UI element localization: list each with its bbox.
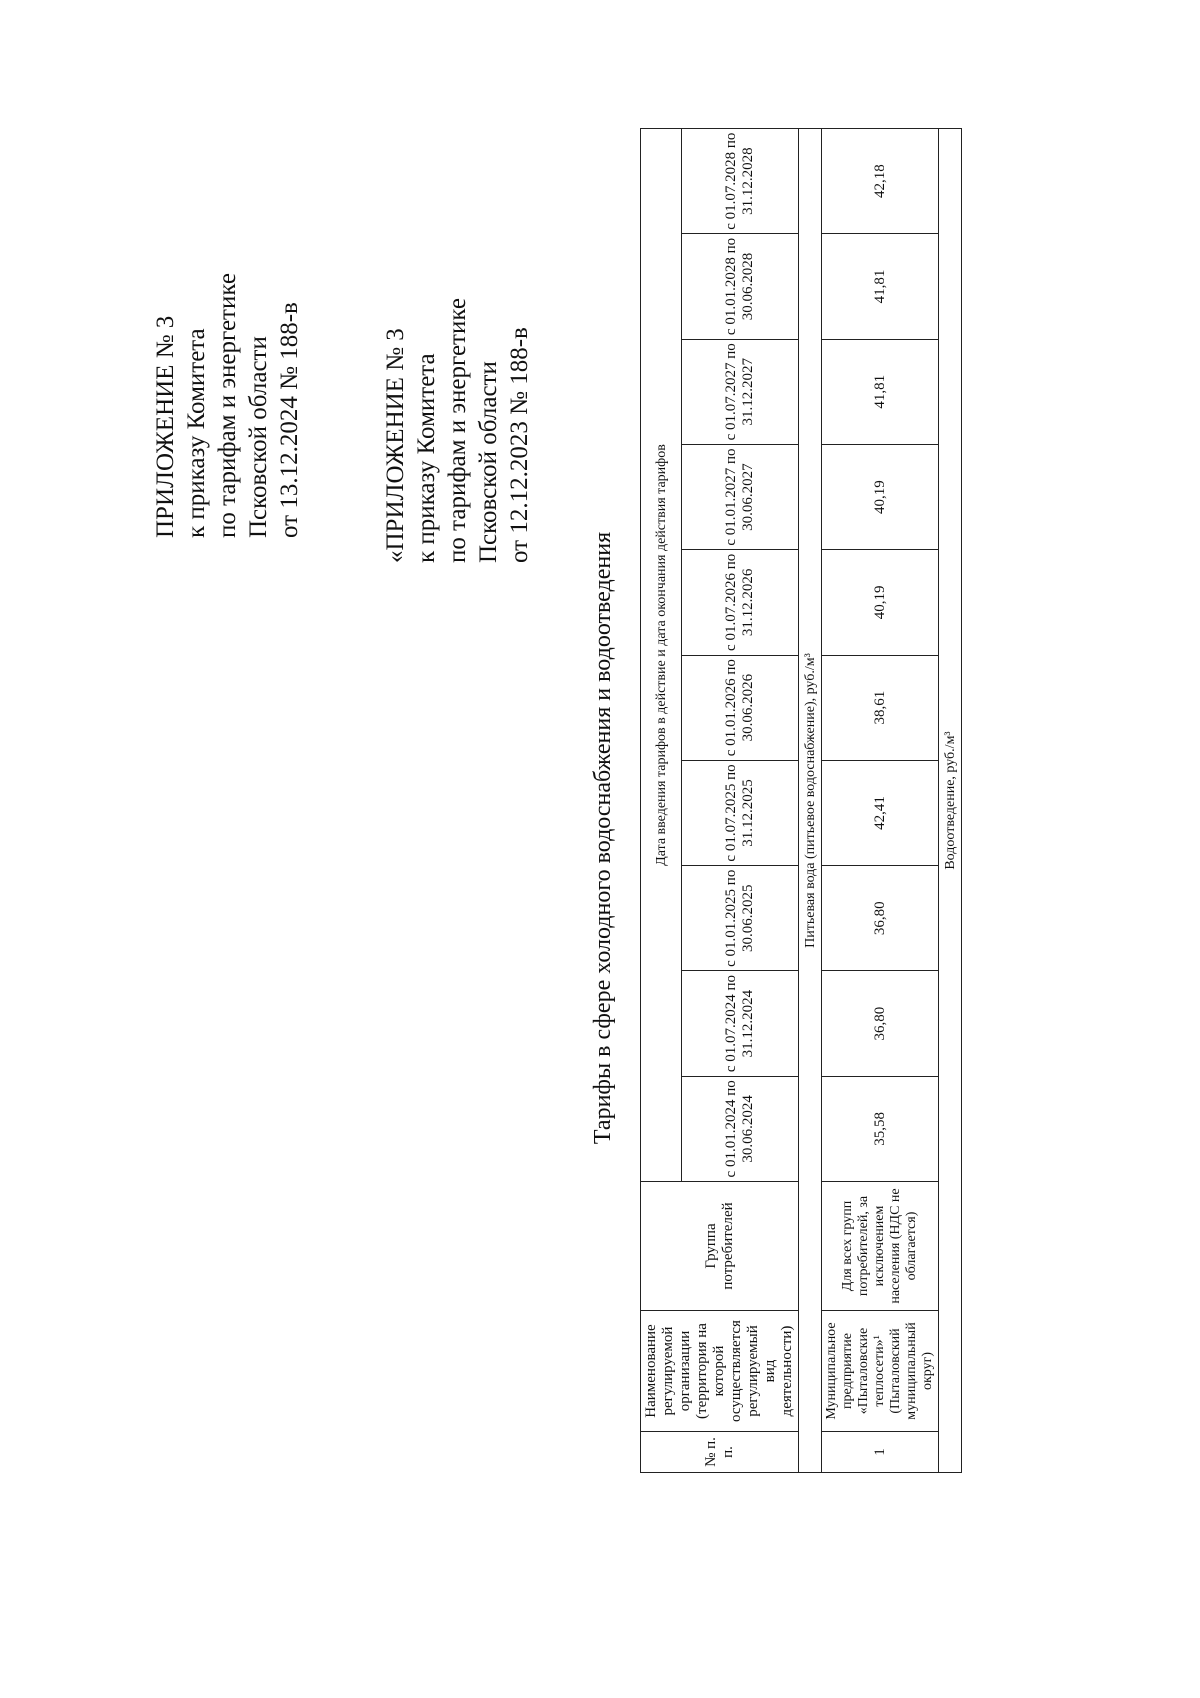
tariff-value: 38,61 [822,655,939,760]
header-period: с 01.01.2027 по 30.06.2027 [682,444,799,549]
appendix-previous-heading: «ПРИЛОЖЕНИЕ № 3 [382,328,409,563]
section-wastewater: Водоотведение, руб./м³ [939,129,962,1473]
document-title: Тарифы в сфере холодного водоснабжения и водоотведения [590,531,616,1145]
tariff-value: 42,41 [822,760,939,865]
section-row-sewer [939,129,962,1473]
tariff-value: 40,19 [822,550,939,655]
appendix-current-line-committee: по тарифам и энергетике [214,273,241,538]
header-period: с 01.07.2027 по 31.12.2027 [682,339,799,444]
header-period: с 01.01.2028 по 30.06.2028 [682,234,799,339]
tariff-value: 35,58 [822,1076,939,1181]
tariff-value: 42,18 [822,129,939,234]
section-row-water [799,129,822,1473]
appendix-previous-block [380,183,535,563]
header-row-1 [641,129,682,1473]
tariff-value: 36,80 [822,866,939,971]
header-dates-span: Дата введения тарифов в действие и дата окончания действия тарифов [641,129,682,1182]
row-number: 1 [822,1432,939,1473]
header-consumer-group: Группа потребителей [641,1182,799,1311]
tariff-table [640,128,962,1473]
appendix-current-line-region: Псковской области [245,336,272,538]
appendix-current-line-order: к приказу Комитета [183,328,210,538]
appendix-previous-line-committee: по тарифам и энергетике [444,298,471,563]
tariff-value: 36,80 [822,971,939,1076]
tariff-value: 41,81 [822,339,939,444]
header-period: с 01.07.2028 по 31.12.2028 [682,129,799,234]
appendix-current-line-date: от 13.12.2024 № 188-в [276,302,303,538]
table-row [822,129,939,1473]
row-organization: Муниципальное предприятие «Пыталовские теплосети»¹ (Пыталовский муниципальный округ) [822,1311,939,1432]
tariff-value: 41,81 [822,234,939,339]
appendix-current-heading: ПРИЛОЖЕНИЕ № 3 [152,315,179,538]
header-period: с 01.01.2025 по 30.06.2025 [682,866,799,971]
appendix-previous-line-date: от 12.12.2023 № 188-в [506,327,533,563]
appendix-previous-line-region: Псковской области [475,361,502,563]
row-consumer-group: Для всех групп потребителей, за исключением населения (НДС не облагается) [822,1182,939,1311]
appendix-current-block [150,158,305,538]
header-period: с 01.07.2025 по 31.12.2025 [682,760,799,865]
tariff-value: 40,19 [822,444,939,549]
header-number: № п. п. [641,1432,799,1473]
header-period: с 01.01.2026 по 30.06.2026 [682,655,799,760]
section-drinking-water: Питьевая вода (питьевое водоснабжение), руб./м³ [799,129,822,1473]
header-period: с 01.07.2024 по 31.12.2024 [682,971,799,1076]
header-organization: Наименование регулируемой организации (территория на которой осуществляется регулируемый вид деятельности) [641,1311,799,1432]
appendix-previous-line-order: к приказу Комитета [413,353,440,563]
header-period: с 01.07.2026 по 31.12.2026 [682,550,799,655]
header-period: с 01.01.2024 по 30.06.2024 [682,1076,799,1181]
